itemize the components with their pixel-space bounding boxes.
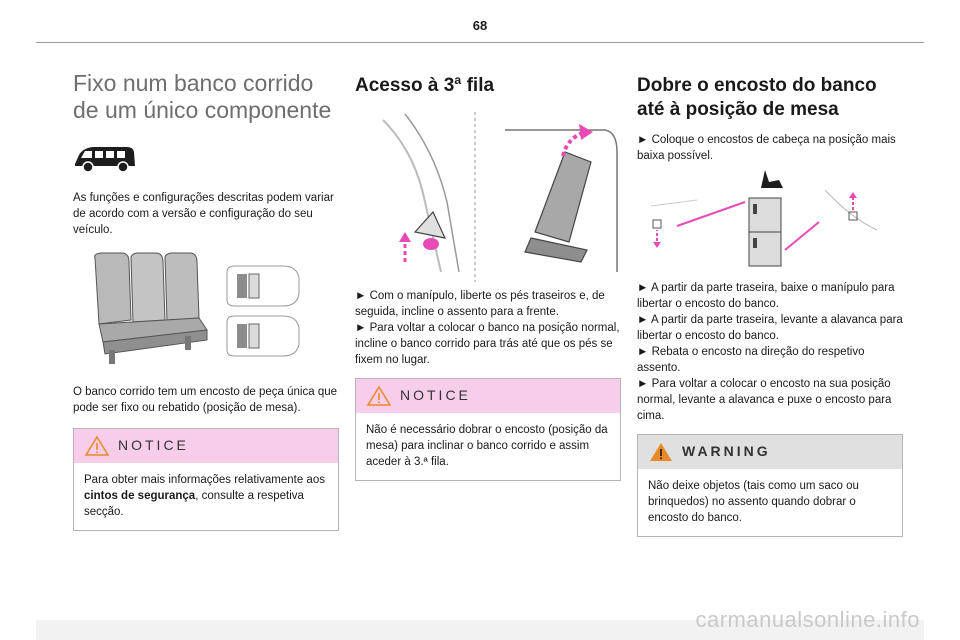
- step-headrest: ► Coloque o encostos de cabeça na posição mais baixa possível.: [637, 134, 896, 162]
- warning-triangle-icon: [648, 441, 674, 463]
- header-rule: [36, 42, 924, 43]
- seatback-fold-illustration: [637, 168, 903, 272]
- notice-text-start: Para obter mais informações relativamente aos: [84, 474, 325, 486]
- notice-title: NOTICE: [118, 437, 189, 453]
- seatback-fold-drawing: [651, 170, 877, 266]
- bench-description: O banco corrido tem um encosto de peça única que pode ser fixo ou rebatido (posição de mesa).: [73, 386, 338, 414]
- warning-box: [637, 434, 903, 537]
- section-heading-table-position: Dobre o encosto do banco até à posição de mesa: [637, 75, 877, 120]
- notice-box-third-row: [355, 378, 621, 481]
- notice-header: [74, 429, 338, 463]
- van-icon: [73, 142, 339, 176]
- step-release-feet: ► Com o manípulo, liberte os pés traseiros e, de seguida, incline o assento para a frente.: [355, 290, 605, 318]
- bench-seat-drawing: [95, 253, 207, 364]
- warning-triangle-icon: [84, 435, 110, 457]
- notice-box-seatbelts: [73, 428, 339, 531]
- third-row-access-illustration: [355, 112, 621, 282]
- warning-triangle-icon: [366, 385, 392, 407]
- notice-body: Não é necessário dobrar o encosto (posição da mesa) para inclinar o banco corrido e assim aceder à 3.ª fila.: [366, 424, 608, 468]
- step-restore-seatback: ► Para voltar a colocar o encosto na sua posição normal, levante a alavanca e puxe o encosto para cima.: [637, 378, 892, 422]
- section-heading-third-row: Acesso à 3ª fila: [355, 75, 495, 96]
- column-third-row-access: [355, 74, 621, 481]
- notice-title: NOTICE: [400, 387, 471, 403]
- section-heading-fixed-bench: Fixo num banco corrido de um único componente: [73, 70, 332, 123]
- notice-header: [356, 379, 620, 413]
- warning-header: [638, 435, 902, 469]
- page-number: 68: [472, 18, 488, 33]
- notice-body: [74, 463, 338, 530]
- intro-paragraph: As funções e configurações descritas podem variar de acordo com a versão e configuração do seu veículo.: [73, 192, 334, 236]
- seatbelts-link-text: cintos de segurança: [84, 490, 196, 502]
- warning-body: Não deixe objetos (tais como um saco ou brinquedos) no assento quando dobrar o encosto do banco.: [648, 480, 859, 524]
- column-fixed-bench: [73, 70, 339, 531]
- step-raise-lever: ► A partir da parte traseira, levante a alavanca para libertar o encosto do banco.: [637, 314, 903, 342]
- warning-title: WARNING: [682, 443, 771, 459]
- step-return-bench: ► Para voltar a colocar o banco na posição normal, incline o banco corrido para trás até que os pés se fixem no lugar.: [355, 322, 620, 366]
- van-topview-drawing: [227, 266, 299, 356]
- column-table-position: [637, 74, 903, 537]
- step-fold-seatback: ► Rebata o encosto na direção do respetivo assento.: [637, 346, 865, 374]
- watermark: carmanualsonline.info: [695, 607, 920, 632]
- seat-tilt-drawing: [505, 124, 617, 272]
- step-lower-handle: ► A partir da parte traseira, baixe o manípulo para libertar o encosto do banco.: [637, 282, 895, 310]
- notice-text-end: , consulte a respetiva secção.: [84, 490, 304, 518]
- bench-seat-illustration: [73, 250, 339, 372]
- handle-release-drawing: [383, 112, 475, 282]
